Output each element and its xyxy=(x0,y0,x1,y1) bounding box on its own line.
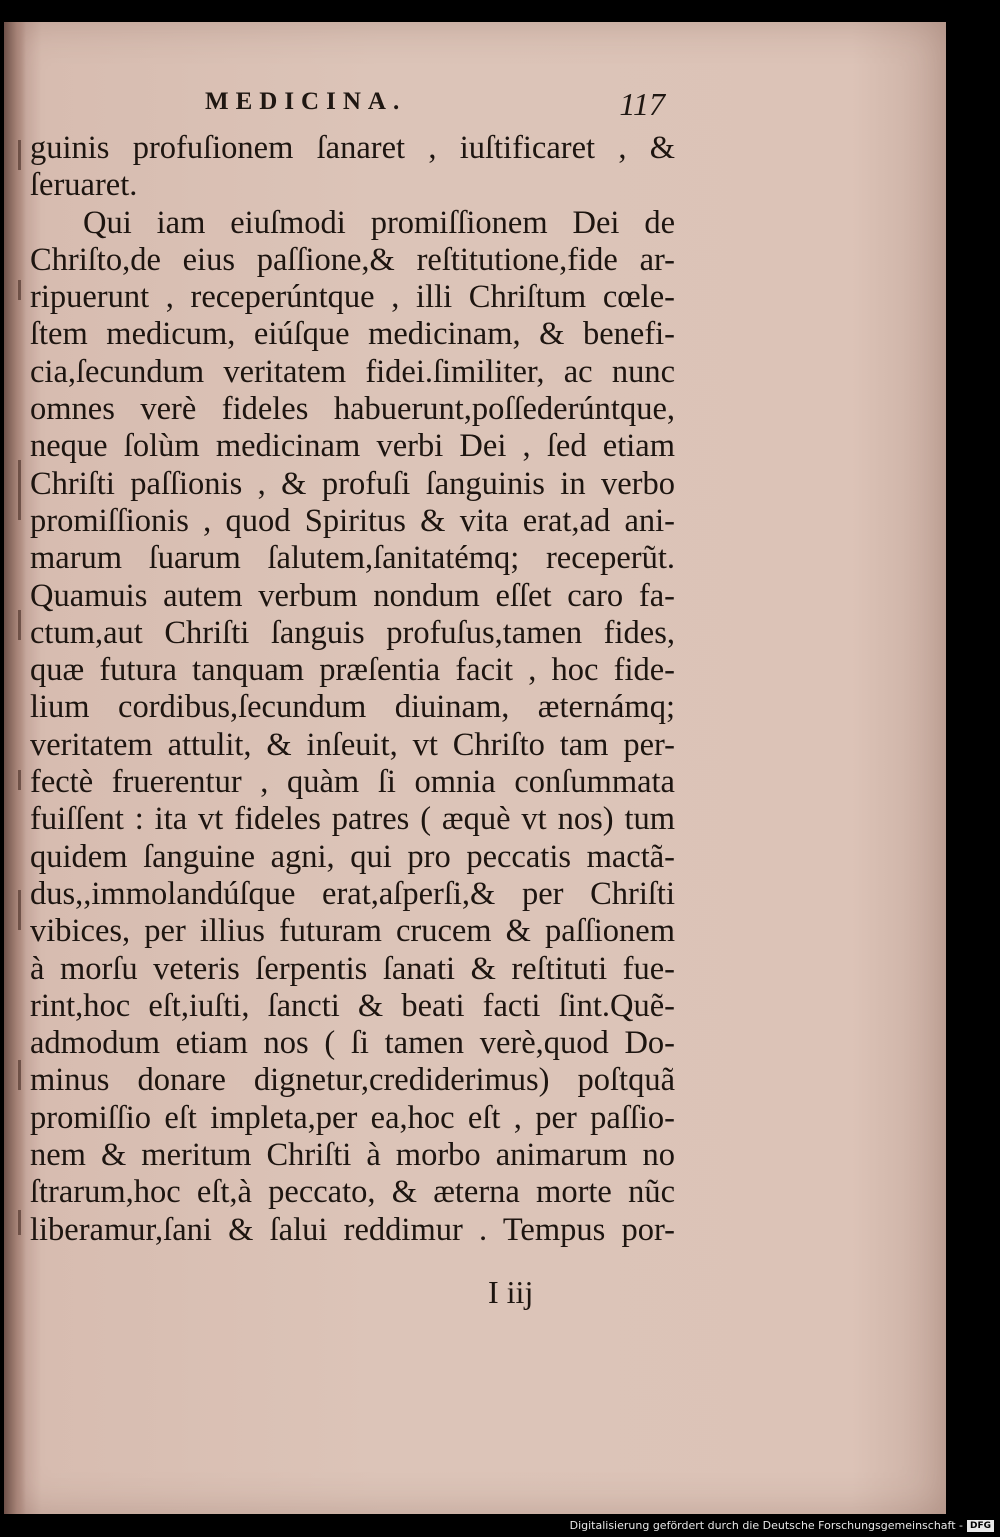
text-line: guinis profuſionem ſanaret , iuſtificaret , & xyxy=(30,130,675,166)
text-line: minus donare dignetur,crediderimus) poſtquã xyxy=(30,1062,675,1099)
text-line: ctum,aut Chriſti ſanguis profuſus,tamen fides, xyxy=(30,614,675,651)
text-line: omnes verè fideles habuerunt,poſſederúntque, xyxy=(30,391,675,428)
text-line: nem & meritum Chriſti à morbo animarum no xyxy=(30,1137,675,1174)
running-head: MEDICINA. xyxy=(205,88,407,115)
text-line: ſeruaret. xyxy=(30,167,138,204)
text-line: admodum etiam nos ( ſi tamen verè,quod Do- xyxy=(30,1025,675,1062)
text-line: veritatem attulit, & inſeuit, vt Chriſto tam per- xyxy=(30,726,675,763)
text-line: ripuerunt , receperúntque , illi Chriſtum cœle- xyxy=(30,279,675,316)
text-line: Qui iam eiuſmodi promiſſionem Dei de xyxy=(83,204,675,241)
text-line: ſtrarum,hoc eſt,à peccato, & æterna morte nũc xyxy=(30,1174,675,1211)
text-line: ſtem medicum, eiúſque medicinam, & benefi- xyxy=(30,316,675,353)
text-line: lium cordibus,ſecundum diuinam, æternámq; xyxy=(30,689,675,726)
text-line: Chriſti paſſionis , & profuſi ſanguinis in verbo xyxy=(30,465,675,502)
text-line: quæ futura tanquam præſentia facit , hoc fide- xyxy=(30,652,675,689)
text-line: fuiſſent : ita vt fideles patres ( æquè vt nos) tum xyxy=(30,801,675,838)
scan-edge xyxy=(946,22,1000,1514)
dfg-logo: DFG xyxy=(967,1520,994,1532)
text-line: promiſſio eſt impleta,per ea,hoc eſt , per paſſio- xyxy=(30,1099,675,1136)
text-line: rint,hoc eſt,iuſti, ſancti & beati facti ſint.Quẽ- xyxy=(30,987,675,1024)
text-line: fectè fruerentur , quàm ſi omnia conſummata xyxy=(30,764,675,801)
text-line: cia,ſecundum veritatem fidei.ſimiliter, ac nunc xyxy=(30,353,675,390)
text-line: à morſu veteris ſerpentis ſanati & reſtituti fue- xyxy=(30,950,675,987)
digitization-credit xyxy=(570,1519,994,1532)
body-text xyxy=(30,130,675,1249)
signature-mark: I iij xyxy=(488,1274,534,1310)
text-line: vibices, per illius futuram crucem & paſſionem xyxy=(30,913,675,950)
text-line: Chriſto,de eius paſſione,& reſtitutione,fide ar- xyxy=(30,241,675,278)
text-line: dus,,immolandúſque erat,aſperſi,& per Chriſti xyxy=(30,875,675,912)
text-line: Quamuis autem verbum nondum eſſet caro fa- xyxy=(30,577,675,614)
credit-text: Digitalisierung gefördert durch die Deutsche Forschungsgemeinschaft - xyxy=(569,1519,963,1532)
text-line: promiſſionis , quod Spiritus & vita erat,ad ani- xyxy=(30,502,675,539)
text-line: neque ſolùm medicinam verbi Dei , ſed etiam xyxy=(30,428,675,465)
text-line: liberamur,ſani & ſalui reddimur . Tempus por- xyxy=(30,1211,675,1248)
text-line: marum ſuarum ſalutem,ſanitatémq; receperũt. xyxy=(30,540,675,577)
page-header xyxy=(205,88,665,128)
page-number: 117 xyxy=(619,86,665,122)
text-line: quidem ſanguine agni, qui pro peccatis mactã- xyxy=(30,838,675,875)
